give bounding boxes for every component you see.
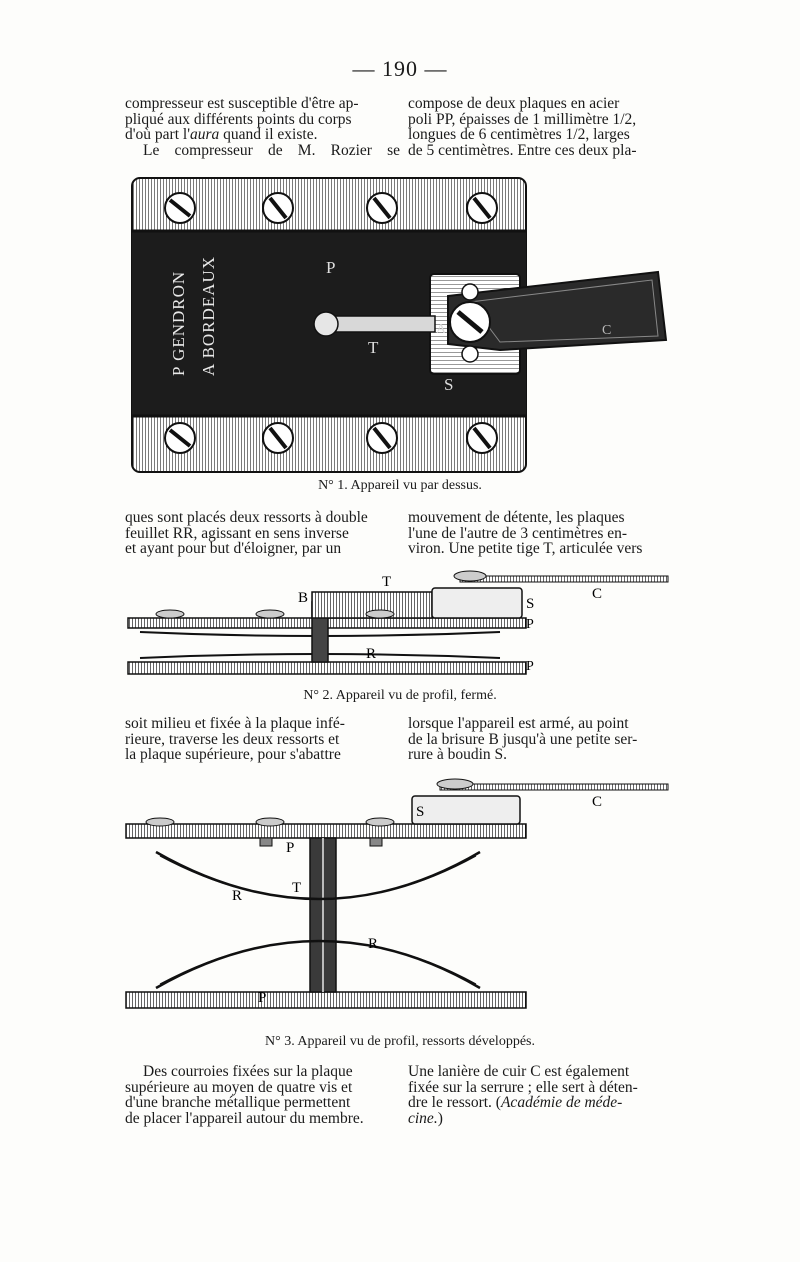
label-p-upper: P <box>526 617 534 632</box>
label-b: B <box>298 590 309 606</box>
text-block-2-right <box>408 510 683 557</box>
text-line: lorsque l'appareil est armé, au point <box>408 715 629 732</box>
label-c: C <box>602 323 612 338</box>
text-block-4-left <box>125 1064 400 1126</box>
label-p: P <box>326 258 336 277</box>
italic-word: aura <box>190 126 220 143</box>
label-t: T <box>368 338 379 357</box>
text-line: rure à boudin S. <box>408 746 508 763</box>
text-line: d'où part l'aura quand il existe. <box>125 126 318 143</box>
text-line: Une lanière de cuir C est également <box>408 1063 630 1080</box>
text-block-1-right <box>408 96 683 158</box>
label-s: S <box>526 596 535 612</box>
label-r: R <box>366 646 377 662</box>
label-a: A <box>436 322 447 337</box>
figure-1-caption: N° 1. Appareil vu par dessus. <box>318 478 482 493</box>
text-line: mouvement de détente, les plaques <box>408 509 625 526</box>
label-s: S <box>444 375 454 394</box>
label-r-upper: R <box>232 888 243 904</box>
label-p-upper: P <box>286 840 295 856</box>
text-line: Des courroies fixées sur la plaque <box>143 1063 353 1080</box>
label-t: T <box>382 574 392 590</box>
figure-3-side-view-open <box>120 776 680 1026</box>
text-line: fixée sur la serrure ; elle sert à déten- <box>408 1078 638 1096</box>
text-block-2-left <box>125 510 400 557</box>
text-line: feuillet RR, agissant en sens inverse <box>125 524 349 542</box>
page-number: — 190 — <box>352 56 448 81</box>
italic-citation: Académie de méde- <box>500 1094 623 1111</box>
figure-2-side-view-closed <box>120 562 680 684</box>
text-line: l'une de l'autre de 3 centimètres en- <box>408 524 628 542</box>
text-line: viron. Une petite tige T, articulée vers <box>408 540 643 557</box>
text-line: de 5 centimètres. Entre ces deux pla- <box>408 141 637 159</box>
text-line: ques sont placés deux ressorts à double <box>125 509 368 526</box>
label-p-lower: P <box>526 659 534 674</box>
label-p-lower: P <box>258 990 267 1006</box>
figure-3-caption: N° 3. Appareil vu de profil, ressorts développés. <box>265 1034 535 1049</box>
text-line: Le compresseur de M. Rozier se <box>143 141 400 159</box>
text-block-1-left <box>125 96 400 158</box>
text-line: compresseur est susceptible d'être ap- <box>125 95 359 112</box>
text-line: dre le ressort. (Académie de méde- <box>408 1094 623 1111</box>
italic-citation-end: cine. <box>408 1109 438 1127</box>
text-line: supérieure au moyen de quatre vis et <box>125 1078 353 1096</box>
text-line: longues de 6 centimètres 1/2, larges <box>408 126 630 143</box>
text-line: compose de deux plaques en acier <box>408 95 620 112</box>
text-line: la plaque supérieure, pour s'abattre <box>125 746 341 763</box>
text-block-4-right <box>408 1064 683 1126</box>
text-line: pliqué aux différents points du corps <box>125 110 352 128</box>
text-line: de placer l'appareil autour du membre. <box>125 1109 364 1127</box>
text-line: rieure, traverse les deux ressorts et <box>125 730 340 748</box>
text-line: poli PP, épaisses de 1 millimètre 1/2, <box>408 110 637 128</box>
label-s: S <box>416 804 425 820</box>
label-t: T <box>292 880 302 896</box>
figure-1-top-view <box>130 176 670 474</box>
engraving-line-2: A BORDEAUX <box>199 255 218 376</box>
text-line: et ayant pour but d'éloigner, par un <box>125 540 342 557</box>
text-line: de la brisure B jusqu'à une petite ser- <box>408 730 638 748</box>
text-block-3-left <box>125 716 400 763</box>
text-block-3-right <box>408 716 683 763</box>
engraving-line-1: P GENDRON <box>169 270 188 376</box>
label-c: C <box>592 586 603 602</box>
text-line: d'une branche métallique permettent <box>125 1094 351 1111</box>
label-r-lower: R <box>368 936 379 952</box>
label-c: C <box>592 794 603 810</box>
text-line: soit milieu et fixée à la plaque infé- <box>125 715 345 732</box>
text-line: cine.) <box>408 1109 443 1127</box>
figure-2-caption: N° 2. Appareil vu de profil, fermé. <box>303 688 497 703</box>
